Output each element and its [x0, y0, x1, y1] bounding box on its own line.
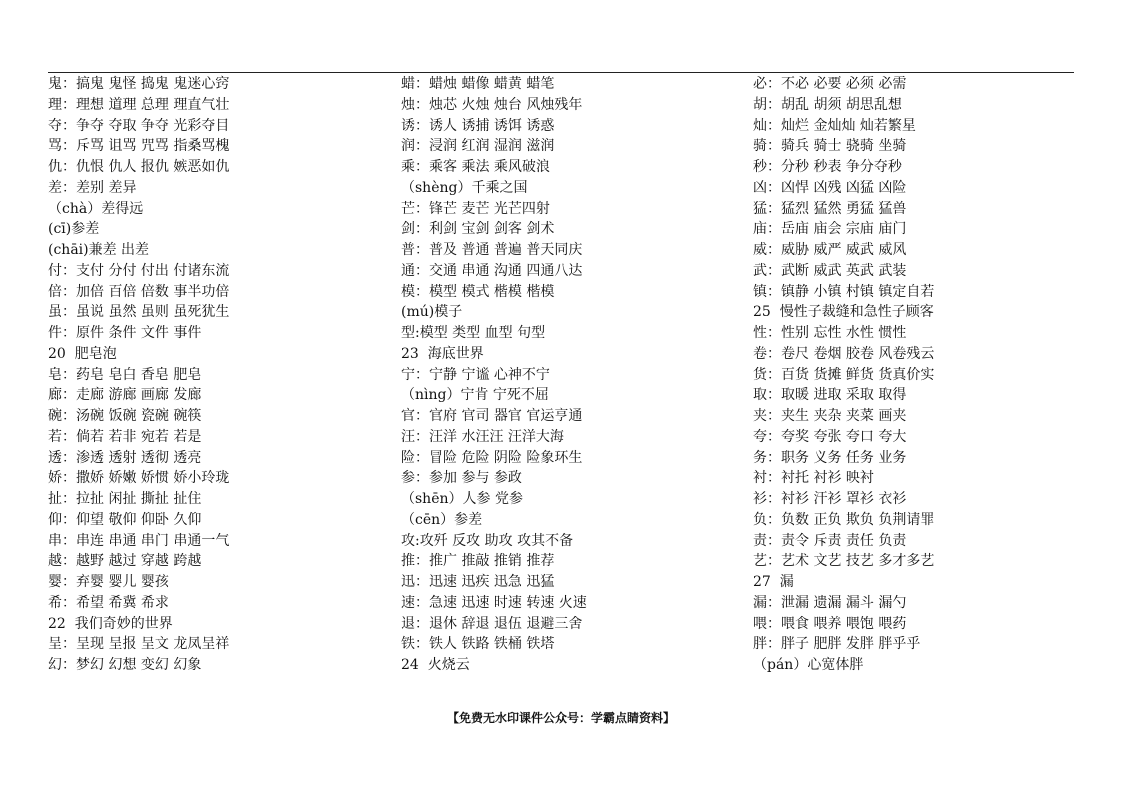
vocab-line: 鬼：搞鬼 鬼怪 捣鬼 鬼迷心窍 [48, 76, 230, 92]
vocab-line: 性：性别 忘性 水性 惯性 [753, 325, 907, 341]
column-left [48, 74, 388, 676]
column-middle [401, 74, 741, 676]
vocab-line: 碗：汤碗 饭碗 瓷碗 碗筷 [48, 408, 202, 424]
vocab-line: 务：职务 义务 任务 业务 [753, 449, 907, 466]
vocab-line: 夺：争夺 夺取 争夺 光彩夺目 [48, 117, 230, 134]
vocab-line: 呈：呈现 呈报 呈文 龙凤呈祥 [48, 636, 230, 653]
vocab-line: 秒：分秒 秒表 争分夺秒 [753, 159, 902, 175]
vocab-line: 虽：虽说 虽然 虽则 虽死犹生 [48, 304, 230, 321]
vocab-line: 透：渗透 透射 透彻 透亮 [48, 449, 202, 466]
vocab-line: 猛：猛烈 猛然 勇猛 猛兽 [753, 200, 907, 217]
vocab-line: 迅：迅速 迅疾 迅急 迅猛 [401, 574, 555, 590]
vocab-line: (mú)模子 [401, 304, 463, 321]
vocab-line: 扯：拉扯 闲扯 撕扯 扯住 [48, 491, 202, 507]
vocab-line: 镇：镇静 小镇 村镇 镇定自若 [753, 283, 935, 300]
vocab-line: 责：责令 斥责 责任 负责 [753, 532, 907, 549]
vocab-line: 凶：凶悍 凶残 凶猛 凶险 [753, 179, 907, 196]
vocab-line: (cī)参差 [48, 221, 100, 238]
vocab-line: 娇：撒娇 娇嫩 娇惯 娇小玲珑 [48, 470, 230, 487]
vocab-line: (chāi)兼差 出差 [48, 242, 150, 258]
vocab-line: 串：串连 串通 串门 串通一气 [48, 532, 230, 549]
vocab-line: 夹：夹生 夹杂 夹菜 画夹 [753, 408, 907, 424]
vocab-line: 衫：衬衫 汗衫 罩衫 衣衫 [753, 491, 907, 507]
vocab-line: 喂：喂食 喂养 喂饱 喂药 [753, 615, 907, 632]
vocab-line: 威：威胁 威严 威武 威风 [753, 242, 907, 258]
vocab-line: 艺：艺术 文艺 技艺 多才多艺 [753, 553, 935, 570]
vocab-line: 烛：烛芯 火烛 烛台 风烛残年 [401, 96, 583, 113]
vocab-line: 夸：夸奖 夸张 夸口 夸大 [753, 428, 907, 445]
vocab-line: 婴：弃婴 婴儿 婴孩 [48, 574, 169, 590]
vocab-line: 倍：加倍 百倍 倍数 事半功倍 [48, 283, 230, 300]
footer-note: 【免费无水印课件公众号：学霸点睛资料】 [446, 711, 675, 725]
vocab-line: 骂：斥骂 诅骂 咒骂 指桑骂槐 [48, 138, 230, 155]
vocab-line: 衬：衬托 衬衫 映衬 [753, 470, 874, 487]
vocab-line: 胡：胡乱 胡须 胡思乱想 [753, 96, 902, 113]
vocab-line: 24 火烧云 [401, 657, 470, 673]
vocab-line: 希：希望 希冀 希求 [48, 594, 169, 611]
vocab-line: 27 漏 [753, 574, 794, 590]
vocab-line: 胖：胖子 肥胖 发胖 胖乎乎 [753, 636, 921, 653]
vocab-line: 蜡：蜡烛 蜡像 蜡黄 蜡笔 [401, 76, 555, 92]
vocab-line: 庙：岳庙 庙会 宗庙 庙门 [753, 221, 907, 238]
vocab-line: 23 海底世界 [401, 345, 484, 362]
vocab-line: 攻:攻歼 反攻 助攻 攻其不备 [401, 532, 574, 549]
vocab-line: 武：武断 威武 英武 武装 [753, 262, 907, 279]
vocab-line: （shèng）千乘之国 [401, 179, 528, 196]
vocab-line: 廊：走廊 游廊 画廊 发廊 [48, 387, 202, 404]
vocab-line: 参：参加 参与 参政 [401, 470, 522, 487]
column-right [753, 74, 1093, 676]
vocab-line: 铁：铁人 铁路 铁桶 铁塔 [401, 636, 555, 653]
vocab-line: 灿：灿烂 金灿灿 灿若繁星 [753, 117, 916, 134]
vocab-line: 骑：骑兵 骑士 骁骑 坐骑 [753, 138, 907, 155]
vocab-line: 速：急速 迅速 时速 转速 火速 [401, 594, 587, 611]
vocab-line: 货：百货 货摊 鲜货 货真价实 [753, 366, 935, 383]
vocab-line: 取：取暖 进取 采取 取得 [753, 387, 907, 404]
vocab-line: 模：模型 模式 楷模 楷模 [401, 283, 555, 300]
vocab-line: 漏：泄漏 遗漏 漏斗 漏勺 [753, 594, 907, 611]
vocab-line: 仇：仇恨 仇人 报仇 嫉恶如仇 [48, 159, 230, 175]
vocab-line: 22 我们奇妙的世界 [48, 615, 173, 632]
vocab-line: （shēn）人参 党参 [401, 491, 523, 507]
vocab-line: 幻：梦幻 幻想 变幻 幻象 [48, 657, 202, 673]
vocab-line: 剑：利剑 宝剑 剑客 剑术 [401, 221, 555, 238]
vocab-line: 卷：卷尺 卷烟 胶卷 风卷残云 [753, 345, 935, 362]
vocab-line: 若：倘若 若非 宛若 若是 [48, 428, 202, 445]
vocab-line: 官：官府 官司 器官 官运亨通 [401, 408, 583, 424]
vocab-line: 件：原件 条件 文件 事件 [48, 325, 202, 341]
vocab-line: 型:模型 类型 血型 句型 [401, 325, 546, 341]
vocab-line: 乘：乘客 乘法 乘风破浪 [401, 159, 550, 175]
vocab-line: 汪：汪洋 水汪汪 汪洋大海 [401, 428, 564, 445]
vocab-line: 推：推广 推敲 推销 推荐 [401, 553, 555, 570]
vocab-line: （chà）差得远 [48, 200, 144, 217]
vocab-line: 付：支付 分付 付出 付诸东流 [48, 262, 230, 279]
vocab-line: （cēn）参差 [401, 511, 483, 528]
vocab-line: 差：差别 差异 [48, 179, 137, 196]
vocab-line: （nìng）宁肯 宁死不屈 [401, 387, 549, 404]
vocab-line: 皂：药皂 皂白 香皂 肥皂 [48, 366, 202, 383]
vocab-line: （pán）心宽体胖 [753, 657, 864, 673]
vocab-line: 润：浸润 红润 湿润 滋润 [401, 138, 555, 155]
vocab-line: 诱：诱人 诱捕 诱饵 诱惑 [401, 117, 555, 134]
vocab-line: 负：负数 正负 欺负 负荆请罪 [753, 511, 935, 528]
vocab-line: 理：理想 道理 总理 理直气壮 [48, 96, 230, 113]
vocab-line: 必：不必 必要 必须 必需 [753, 76, 907, 92]
vocab-line: 退：退休 辞退 退伍 退避三舍 [401, 615, 583, 632]
vocab-line: 险：冒险 危险 阴险 险象环生 [401, 449, 583, 466]
vocab-line: 25 慢性子裁缝和急性子顾客 [753, 304, 934, 321]
vocab-line: 宁：宁静 宁谧 心神不宁 [401, 366, 550, 383]
vocab-line: 通：交通 串通 沟通 四通八达 [401, 262, 583, 279]
vocab-line: 仰：仰望 敬仰 仰卧 久仰 [48, 511, 202, 528]
vocab-line: 20 肥皂泡 [48, 345, 117, 362]
vocab-line: 越：越野 越过 穿越 跨越 [48, 553, 202, 570]
vocab-line: 芒：锋芒 麦芒 光芒四射 [401, 200, 550, 217]
vocab-line: 普：普及 普通 普遍 普天同庆 [401, 242, 583, 258]
top-rule [48, 72, 1074, 73]
